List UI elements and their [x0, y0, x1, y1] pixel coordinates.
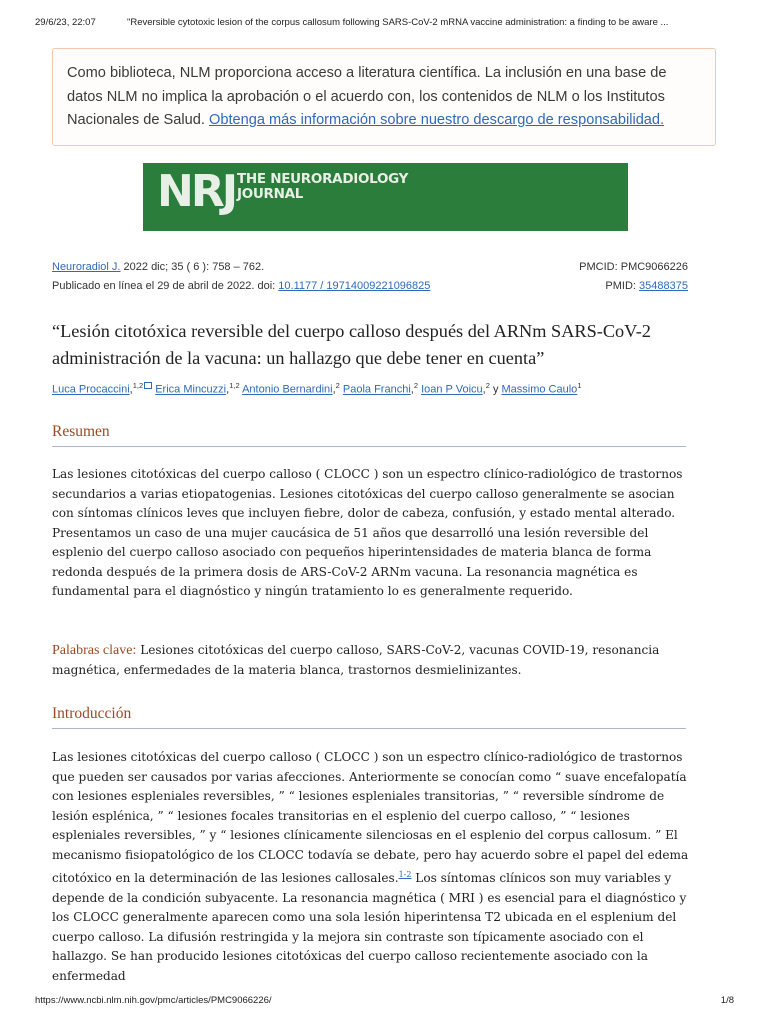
author-link[interactable]: Paola Franchi	[342, 383, 411, 396]
citation-line	[52, 261, 688, 273]
introduction-heading: Introducción	[52, 705, 686, 729]
keywords-text: Lesiones citotóxicas del cuerpo calloso, SARS-CoV-2, vacunas COVID-19, resonancia magnética, enfermedades de la materia blanca, trastornos desmielinizantes.	[52, 643, 660, 677]
authors-conjunction: y	[492, 383, 499, 396]
introduction-paragraph	[52, 748, 692, 986]
pmid-label: PMID:	[605, 280, 640, 292]
author-affiliation: 2	[413, 381, 418, 390]
journal-name-line1: THE NEURORADIOLOGY	[237, 171, 409, 187]
author-link[interactable]: Massimo Caulo	[501, 383, 578, 396]
disclaimer-text: Como biblioteca, NLM proporciona acceso a literatura científica. La inclusión en una base de datos NLM no implica la aprobación o el acuerdo con, los contenidos de NLM o los Institutos Nacionales de Salud.	[67, 65, 667, 128]
author-link[interactable]: Luca Procaccini	[52, 383, 130, 396]
intro-text-part1: Las lesiones citotóxicas del cuerpo calloso ( CLOCC ) son un espectro clínico-radiológico de trastornos que pueden ser causados por varias afecciones. Anteriormente se conocían como “ suave encefalopatía con lesiones espleniales reversibles, ” “ lesiones espleniales transitorias, ” “ reversible síndrome de lesión esplénica, ” “ lesiones focales transitorias en el esplenio del cuerpo calloso, ” “ lesiones espleniales reversibles, ” y “ lesiones clínicamente silenciosas en el esplenio del corpus callosum. ” El mecanismo fisiopatológico de los CLOCC todavía se debate, pero hay acuerdo sobre el papel del edema citotóxico en la determinación de las lesiones callosales.	[52, 750, 689, 886]
pmid-link[interactable]: 35488375	[639, 280, 688, 292]
keywords-paragraph	[52, 641, 692, 680]
page-number: 1/8	[720, 995, 734, 1006]
author-link[interactable]: Erica Mincuzzi	[155, 383, 227, 396]
disclaimer-box	[52, 48, 716, 146]
author-list: Luca Procaccini,$^{1,2}$ Erica Mincuzzi,$^{1,2}$ Antonio Bernardini,$^2$ Paola Franchi,$^2$ Ioan P Voicu,$^2$ y Massimo Caulo$^1$	[52, 381, 582, 396]
author-affiliation: 2	[485, 381, 490, 390]
email-icon[interactable]	[144, 382, 152, 389]
author-affiliation: 2	[335, 381, 340, 390]
author-link[interactable]: Ioan P Voicu	[421, 383, 483, 396]
journal-logo-name	[237, 172, 408, 202]
author-link[interactable]: Antonio Bernardini	[242, 383, 333, 396]
journal-link[interactable]: Neuroradiol J.	[52, 261, 121, 273]
citation-details: 2022 dic; 35 ( 6 ): 758 – 762.	[120, 261, 265, 273]
print-header	[35, 17, 738, 28]
abstract-paragraph: Las lesiones citotóxicas del cuerpo calloso ( CLOCC ) son un espectro clínico-radiológico de trastornos secundarios a varias etiopatogenias. Lesiones citotóxicas del cuerpo calloso generalmente se asocian con síntomas clínicos leves que incluyen fiebre, dolor de cabeza, confusión, y estado mental alterado. Presentamos un caso de una mujer caucásica de 51 años que desarrolló una lesión reversible del esplenio del cuerpo calloso asociado con pequeños hiperintensidades de materia blanca de forma redonda después de la primera dosis de ARS-CoV-2 ARNm vacuna. La resonancia magnética es fundamental para el diagnóstico y ningún tratamiento lo es generalmente requerido.	[52, 467, 683, 598]
publication-line	[52, 280, 688, 292]
published-text: Publicado en línea el 29 de abril de 2022. doi:	[52, 280, 279, 292]
article-title: “Lesión citotóxica reversible del cuerpo calloso después del ARNm SARS-CoV-2 administración de la vacuna: un hallazgo que debe tener en cuenta”	[52, 321, 651, 368]
author-affiliation: 1	[577, 381, 582, 390]
disclaimer-link[interactable]: Obtenga más información sobre nuestro descargo de responsabilidad.	[208, 112, 665, 128]
abstract-heading: Resumen	[52, 423, 686, 447]
print-timestamp: 29/6/23, 22:07	[35, 17, 96, 28]
keywords-label: Palabras clave:	[52, 643, 137, 658]
pmcid: PMCID: PMC9066226	[579, 261, 688, 273]
reference-link[interactable]: 1-2	[398, 870, 412, 879]
doi-link[interactable]: 10.1177 / 19714009221096825	[278, 280, 431, 292]
intro-text-part2: Los síntomas clínicos son muy variables y depende de la condición subyacente. La resonancia magnética ( MRI ) es esencial para el diagnóstico y los CLOCC generalmente aparecen como una sola lesión hiperintensa T2 ubicada en el esplenium del cuerpo calloso. La difusión restringida y la mejora sin contraste son típicamente asociado con el hallazgo. Se han producido lesiones citotóxicas del cuerpo calloso recientemente asociado con la enfermedad	[52, 871, 687, 983]
author-affiliation: 1,2	[229, 381, 240, 390]
journal-logo-mark: NRJ	[157, 166, 236, 217]
author-affiliation: 1,2	[132, 381, 144, 390]
journal-name-line2: JOURNAL	[237, 186, 304, 202]
print-doc-title: "Reversible cytotoxic lesion of the corpus callosum following SARS-CoV-2 mRNA vaccine administration: a finding to be aware ...	[127, 17, 669, 28]
journal-banner[interactable]	[143, 163, 628, 231]
print-footer	[35, 995, 734, 1006]
pmid	[605, 280, 688, 292]
print-url: https://www.ncbi.nlm.nih.gov/pmc/articles/PMC9066226/	[35, 995, 272, 1006]
